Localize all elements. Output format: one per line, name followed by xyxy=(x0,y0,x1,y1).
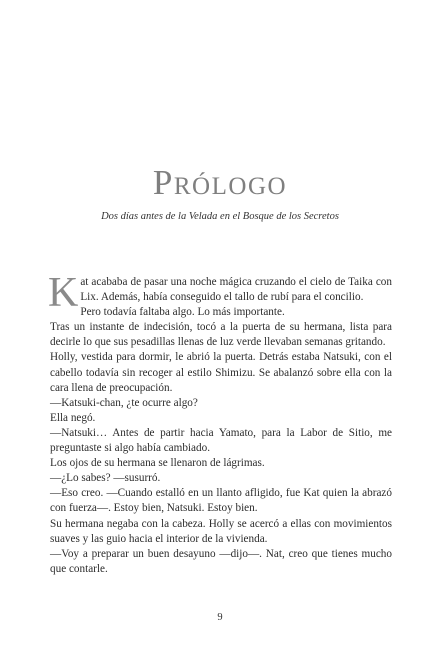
chapter-subtitle: Dos días antes de la Velada en el Bosque de los Secretos xyxy=(101,211,339,222)
paragraph-4: Holly, vestida para dormir, le abrió la puerta. Detrás estaba Natsuki, con el cabello todavía sin recoger al estilo Shimizu. Se abalanzó sobre ella con la cara llena de preocupación. xyxy=(50,351,392,394)
paragraph-12: —Voy a preparar un buen desayuno —dijo—. Nat, creo que tienes mucho que contarle. xyxy=(50,547,392,575)
chapter-title: Prólogo xyxy=(152,163,288,202)
chapter-body xyxy=(48,270,392,577)
paragraph-2: Pero todavía faltaba algo. Lo más importante. xyxy=(80,306,285,319)
paragraph-5: —Katsuki-chan, ¿te ocurre algo? xyxy=(50,396,198,409)
paragraph-3: Tras un instante de indecisión, tocó a la puerta de su hermana, lista para decirle lo que sus pesadillas llenas de luz verde llevaban semanas gritando. xyxy=(50,321,392,349)
paragraph-8: Los ojos de su hermana se llenaron de lágrimas. xyxy=(50,457,265,470)
paragraph-7: —Natsuki… Antes de partir hacia Yamato, para la Labor de Sitio, me preguntaste si algo había cambiado. xyxy=(50,426,392,455)
paragraph-10: —Eso creo. —Cuando estalló en un llanto afligido, fue Kat quien la abrazó con fuerza—. Estoy bien, Natsuki. Estoy bien. xyxy=(50,487,392,515)
paragraph-6: Ella negó. xyxy=(50,411,96,424)
paragraph-11: Su hermana negaba con la cabeza. Holly se acercó a ellas con movimientos suaves y las guio hacia el interior de la vivienda. xyxy=(50,517,392,545)
drop-cap: K xyxy=(48,270,79,316)
paragraph-9: —¿Lo sabes? —susurró. xyxy=(50,472,161,485)
page-number: 9 xyxy=(217,612,223,623)
paragraph-1-text: at acababa de pasar una noche mágica cruzando el cielo de Taika con Lix. Además, había conseguido el tallo de rubí para el concilio. xyxy=(80,276,392,304)
